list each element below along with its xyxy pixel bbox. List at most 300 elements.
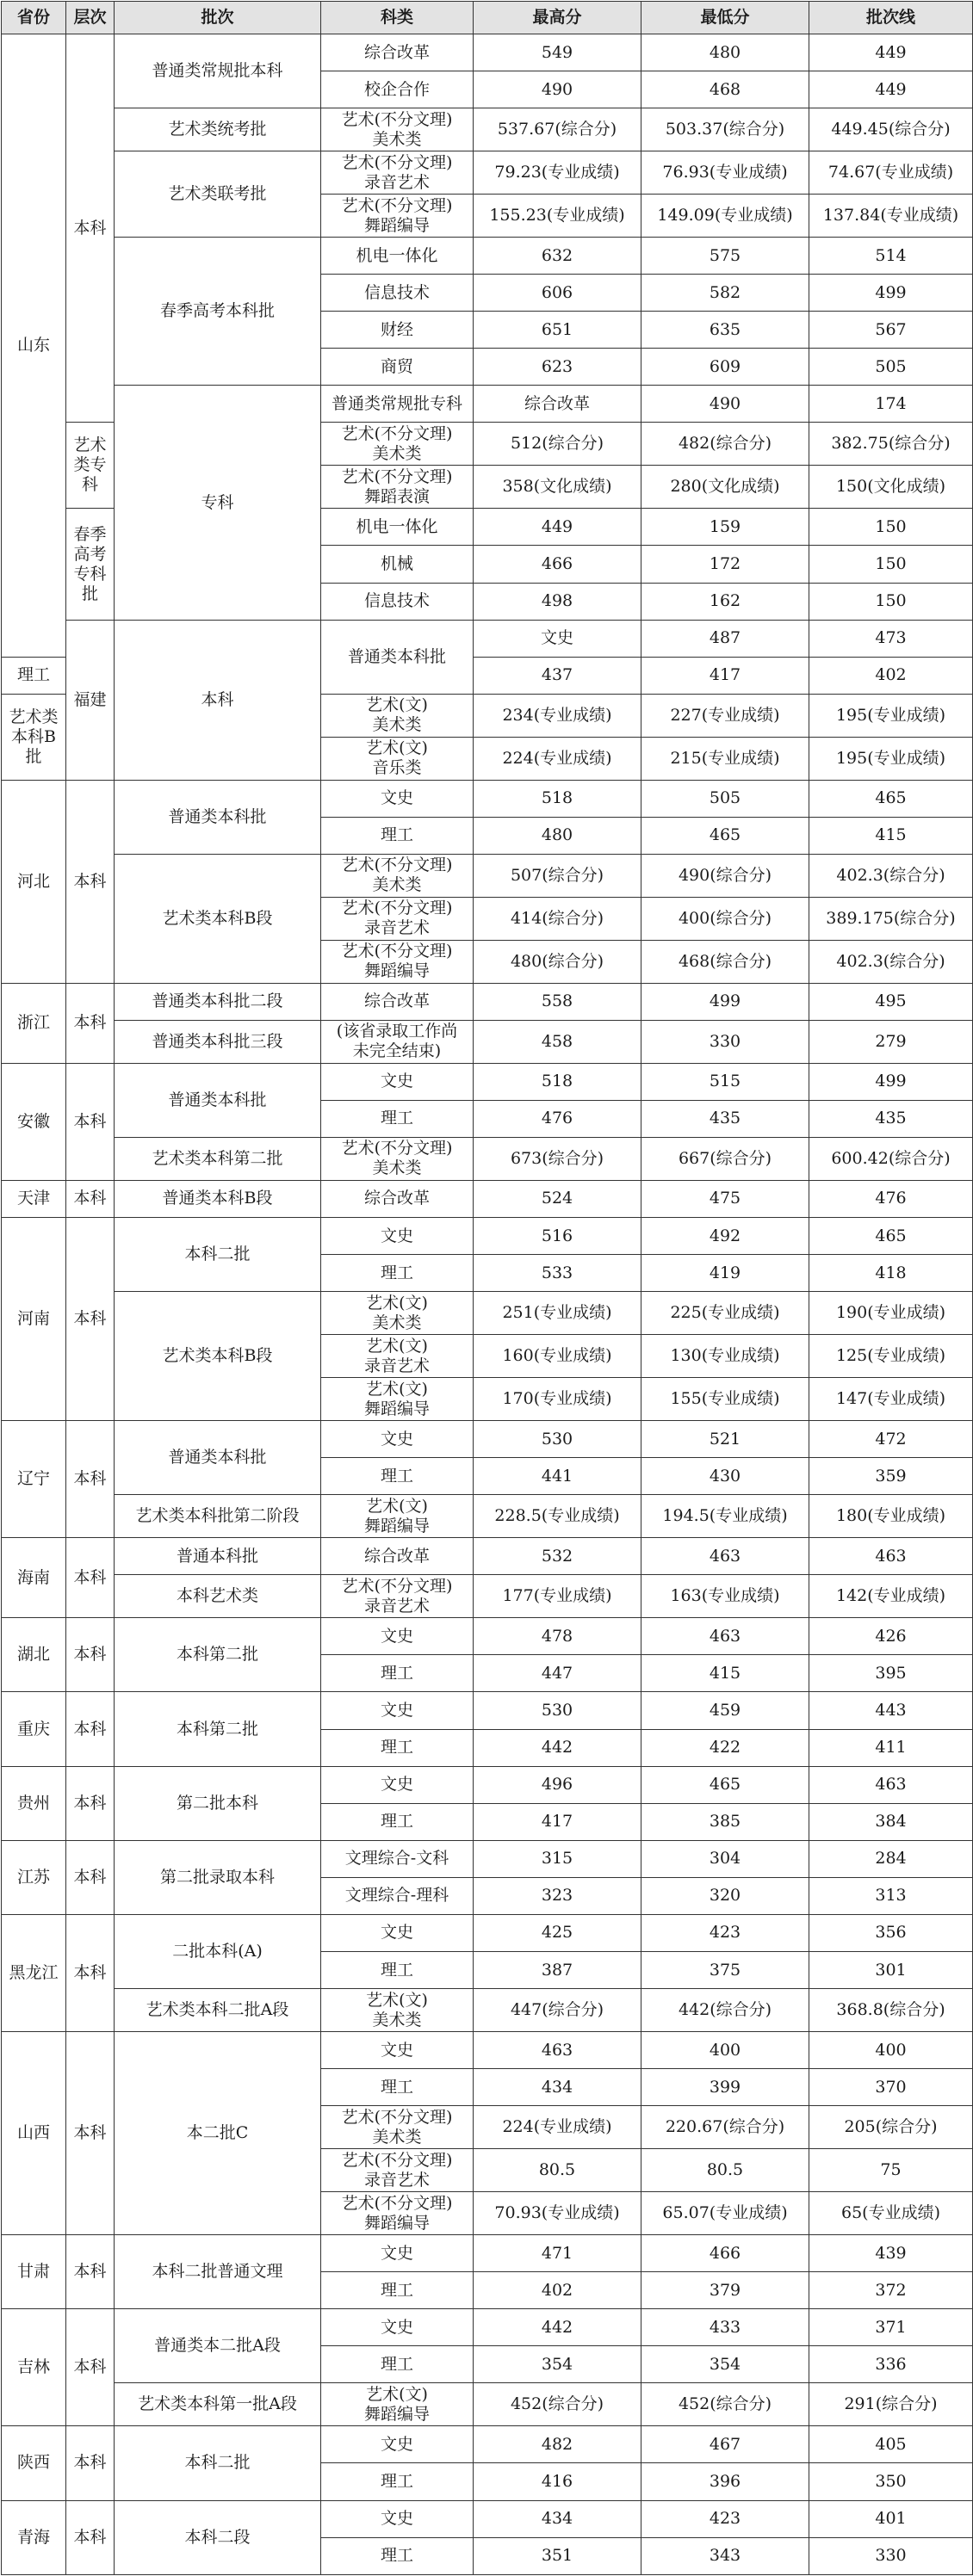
table-row: [2, 983, 973, 1020]
batch-line-cell: 330: [809, 2537, 973, 2574]
min-score-cell: 465: [641, 1766, 809, 1803]
max-score-cell: 471: [474, 2235, 641, 2272]
category-cell: 艺术(不分文理) 美术类: [321, 108, 474, 151]
max-score-cell: 524: [474, 1180, 641, 1217]
table-row: [2, 108, 973, 151]
batch-line-cell: 65(专业成绩): [809, 2192, 973, 2235]
batch-line-cell: 336: [809, 2346, 973, 2383]
category-cell: 文史: [321, 1692, 474, 1729]
table-row: [2, 34, 973, 71]
max-score-cell: 417: [474, 1803, 641, 1840]
batch-line-cell: 415: [809, 817, 973, 854]
header-province: 省份: [2, 2, 66, 34]
category-cell: 文史: [321, 1421, 474, 1458]
province-cell: 陕西: [2, 2426, 66, 2500]
min-score-cell: 419: [641, 1255, 809, 1292]
batch-line-cell: 472: [809, 1421, 973, 1458]
category-cell: 文史: [321, 780, 474, 817]
batch-line-cell: 402.3(综合分): [809, 854, 973, 897]
table-row: [2, 1137, 973, 1180]
batch-line-cell: 418: [809, 1255, 973, 1292]
province-cell: 青海: [2, 2500, 66, 2574]
header-batch-line: 批次线: [809, 2, 973, 34]
min-score-cell: 400: [641, 2032, 809, 2069]
batch-line-cell: 449: [809, 34, 973, 71]
max-score-cell: 447(综合分): [474, 1989, 641, 2032]
batch-cell: 普通类本科批二段: [115, 983, 321, 1020]
min-score-cell: 304: [641, 1840, 809, 1877]
max-score-cell: 224(专业成绩): [474, 737, 641, 780]
category-cell: 艺术(不分文理) 美术类: [321, 423, 474, 466]
min-score-cell: 423: [641, 1914, 809, 1951]
batch-line-cell: 465: [809, 1218, 973, 1255]
min-score-cell: 499: [641, 983, 809, 1020]
category-cell: 机械: [321, 546, 474, 583]
header-batch: 批次: [115, 2, 321, 34]
level-cell: 专科: [115, 386, 321, 620]
max-score-cell: 234(专业成绩): [474, 694, 641, 737]
batch-line-cell: 499: [809, 275, 973, 312]
max-score-cell: 170(专业成绩): [474, 1378, 641, 1421]
min-score-cell: 227(专业成绩): [641, 694, 809, 737]
province-cell: 安徽: [2, 1063, 66, 1180]
max-score-cell: 441: [474, 1458, 641, 1495]
batch-line-cell: 359: [809, 1458, 973, 1495]
batch-cell: 二批本科(A): [115, 1914, 321, 1988]
max-score-cell: 623: [474, 349, 641, 386]
max-score-cell: 228.5(专业成绩): [474, 1495, 641, 1538]
batch-line-cell: 389.175(综合分): [809, 897, 973, 940]
table-row: [2, 1495, 973, 1538]
max-score-cell: 80.5: [474, 2149, 641, 2192]
batch-line-cell: 150: [809, 546, 973, 583]
table-row: [2, 1989, 973, 2032]
level-cell: 本科: [66, 34, 115, 423]
province-cell: 海南: [2, 1538, 66, 1618]
batch-line-cell: 195(专业成绩): [809, 694, 973, 737]
category-cell: 艺术(不分文理) 美术类: [321, 1137, 474, 1180]
max-score-cell: 480(综合分): [474, 940, 641, 983]
max-score-cell: 449: [474, 509, 641, 546]
header-row: [2, 2, 973, 34]
min-score-cell: 459: [641, 1692, 809, 1729]
max-score-cell: 351: [474, 2537, 641, 2574]
category-cell: 艺术(不分文理) 录音艺术: [321, 151, 474, 195]
category-cell: 艺术(文) 舞蹈编导: [321, 1378, 474, 1421]
table-row: [2, 1692, 973, 1729]
table-row: [2, 2426, 973, 2463]
category-cell: 文史: [321, 1914, 474, 1951]
min-score-cell: 155(专业成绩): [641, 1378, 809, 1421]
min-score-cell: 162: [641, 583, 809, 620]
max-score-cell: 155.23(专业成绩): [474, 195, 641, 238]
batch-line-cell: 205(综合分): [809, 2106, 973, 2149]
province-cell: 甘肃: [2, 2235, 66, 2309]
batch-cell: 第二批本科: [115, 1766, 321, 1840]
min-score-cell: 330: [641, 1020, 809, 1063]
batch-cell: 艺术类专科: [66, 423, 115, 509]
province-cell: 江苏: [2, 1840, 66, 1914]
batch-cell: 本科艺术类: [115, 1575, 321, 1618]
batch-line-cell: 284: [809, 1840, 973, 1877]
batch-line-cell: 443: [809, 1692, 973, 1729]
batch-cell: 普通类本科批三段: [115, 1020, 321, 1063]
category-cell: 艺术(文) 舞蹈编导: [321, 2383, 474, 2426]
province-cell: 浙江: [2, 983, 66, 1063]
category-cell: 理工: [321, 817, 474, 854]
category-cell: 文史: [321, 2426, 474, 2463]
min-score-cell: 492: [641, 1218, 809, 1255]
category-cell: 理工: [321, 1255, 474, 1292]
batch-line-cell: 356: [809, 1914, 973, 1951]
level-cell: 本科: [66, 1692, 115, 1766]
batch-cell: 本科第二批: [115, 1692, 321, 1766]
table-row: [2, 151, 973, 195]
province-cell: 重庆: [2, 1692, 66, 1766]
batch-cell: 普通类本科B段: [115, 1180, 321, 1217]
batch-line-cell: 463: [809, 1538, 973, 1575]
table-row: [2, 1914, 973, 1951]
category-cell: 艺术(不分文理) 舞蹈编导: [321, 940, 474, 983]
category-cell: 理工: [321, 2346, 474, 2383]
max-score-cell: 558: [474, 983, 641, 1020]
category-cell: 校企合作: [321, 71, 474, 108]
level-cell: 本科: [66, 1914, 115, 2031]
max-score-cell: 478: [474, 1618, 641, 1655]
min-score-cell: 423: [641, 2500, 809, 2537]
batch-line-cell: 137.84(专业成绩): [809, 195, 973, 238]
table-row: [2, 1840, 973, 1877]
category-cell: 文史: [321, 2500, 474, 2537]
level-cell: 本科: [66, 1180, 115, 1217]
batch-cell: 艺术类本科B段: [115, 854, 321, 983]
batch-cell: 本科第二批: [115, 1618, 321, 1692]
category-cell: 文史: [321, 2032, 474, 2069]
batch-cell: 本科二批: [115, 1218, 321, 1292]
category-cell: 综合改革: [321, 1538, 474, 1575]
batch-line-cell: 514: [809, 238, 973, 275]
category-cell: 商贸: [321, 349, 474, 386]
category-cell: 文理综合-文科: [321, 1840, 474, 1877]
level-cell: 本科: [66, 2500, 115, 2574]
max-score-cell: 416: [474, 2463, 641, 2500]
category-cell: 综合改革: [474, 386, 641, 423]
max-score-cell: 463: [474, 2032, 641, 2069]
batch-line-cell: 195(专业成绩): [809, 737, 973, 780]
header-max-score: 最高分: [474, 2, 641, 34]
province-cell: 湖北: [2, 1618, 66, 1692]
batch-cell: 艺术类本科批第二阶段: [115, 1495, 321, 1538]
category-cell: 艺术(不分文理) 录音艺术: [321, 1575, 474, 1618]
batch-line-cell: 395: [809, 1655, 973, 1692]
level-cell: 本科: [66, 1766, 115, 1840]
min-score-cell: 149.09(专业成绩): [641, 195, 809, 238]
category-cell: 艺术(不分文理) 录音艺术: [321, 897, 474, 940]
min-score-cell: 467: [641, 2426, 809, 2463]
min-score-cell: 442(综合分): [641, 1989, 809, 2032]
batch-line-cell: 600.42(综合分): [809, 1137, 973, 1180]
category-cell: 理工: [321, 1655, 474, 1692]
category-cell: 综合改革: [321, 983, 474, 1020]
min-score-cell: 320: [641, 1877, 809, 1914]
max-score-cell: 425: [474, 1914, 641, 1951]
category-cell: 综合改革: [321, 34, 474, 71]
min-score-cell: 468(综合分): [641, 940, 809, 983]
batch-cell: 艺术类统考批: [115, 108, 321, 151]
table-row: [2, 2235, 973, 2272]
batch-line-cell: 402: [809, 657, 973, 694]
batch-line-cell: 74.67(专业成绩): [809, 151, 973, 195]
max-score-cell: 402: [474, 2272, 641, 2309]
category-cell: 机电一体化: [321, 509, 474, 546]
batch-line-cell: 125(专业成绩): [809, 1335, 973, 1378]
level-cell: 本科: [66, 983, 115, 1063]
min-score-cell: 582: [641, 275, 809, 312]
min-score-cell: 505: [641, 780, 809, 817]
batch-line-cell: 150(文化成绩): [809, 466, 973, 509]
category-cell: 理工: [321, 2069, 474, 2106]
max-score-cell: 434: [474, 2069, 641, 2106]
category-cell: 理工: [321, 1458, 474, 1495]
max-score-cell: 466: [474, 546, 641, 583]
level-cell: 本科: [66, 2032, 115, 2235]
batch-line-cell: 400: [809, 2032, 973, 2069]
batch-line-cell: 449.45(综合分): [809, 108, 973, 151]
header-level: 层次: [66, 2, 115, 34]
max-score-cell: 673(综合分): [474, 1137, 641, 1180]
min-score-cell: 130(专业成绩): [641, 1335, 809, 1378]
category-cell: 理工: [321, 1729, 474, 1766]
category-cell: 艺术(不分文理) 美术类: [321, 854, 474, 897]
batch-line-cell: 301: [809, 1951, 973, 1988]
table-row: [2, 2383, 973, 2426]
batch-line-cell: 499: [809, 1063, 973, 1100]
header-category: 科类: [321, 2, 474, 34]
max-score-cell: 323: [474, 1877, 641, 1914]
category-cell: 综合改革: [321, 1180, 474, 1217]
category-cell: 艺术(不分文理) 舞蹈表演: [321, 466, 474, 509]
batch-cell: 艺术类联考批: [115, 151, 321, 238]
level-cell: 本科: [66, 1840, 115, 1914]
min-score-cell: 65.07(专业成绩): [641, 2192, 809, 2235]
min-score-cell: 220.67(综合分): [641, 2106, 809, 2149]
batch-line-cell: 190(专业成绩): [809, 1292, 973, 1335]
min-score-cell: 415: [641, 1655, 809, 1692]
min-score-cell: 417: [641, 657, 809, 694]
table-row: [2, 2500, 973, 2537]
max-score-cell: 452(综合分): [474, 2383, 641, 2426]
min-score-cell: 400(综合分): [641, 897, 809, 940]
batch-line-cell: 368.8(综合分): [809, 1989, 973, 2032]
category-cell: 文史: [321, 1766, 474, 1803]
min-score-cell: 385: [641, 1803, 809, 1840]
category-cell: 理工: [321, 1100, 474, 1137]
batch-line-cell: 150: [809, 583, 973, 620]
batch-cell: 本科二段: [115, 2500, 321, 2574]
batch-line-cell: 142(专业成绩): [809, 1575, 973, 1618]
min-score-cell: 174: [809, 386, 973, 423]
min-score-cell: 515: [641, 1063, 809, 1100]
level-cell: 本科: [115, 620, 321, 780]
min-score-cell: 76.93(专业成绩): [641, 151, 809, 195]
max-score-cell: 512(综合分): [474, 423, 641, 466]
batch-cell: 春季高考专科批: [66, 509, 115, 620]
category-cell: 信息技术: [321, 275, 474, 312]
category-cell: 理工: [321, 1951, 474, 1988]
batch-cell: 本科二批: [115, 2426, 321, 2500]
batch-line-cell: 402.3(综合分): [809, 940, 973, 983]
batch-cell: 艺术类本科第二批: [115, 1137, 321, 1180]
batch-cell: 本二批C: [115, 2032, 321, 2235]
category-cell: 文史: [321, 1063, 474, 1100]
table-row: [2, 1180, 973, 1217]
category-cell: 机电一体化: [321, 238, 474, 275]
category-cell: 艺术(文) 音乐类: [321, 737, 474, 780]
batch-line-cell: 313: [809, 1877, 973, 1914]
batch-line-cell: 505: [809, 349, 973, 386]
max-score-cell: 251(专业成绩): [474, 1292, 641, 1335]
batch-cell: 艺术类本科第一批A段: [115, 2383, 321, 2426]
batch-line-cell: 279: [809, 1020, 973, 1063]
min-score-cell: 379: [641, 2272, 809, 2309]
min-score-cell: 354: [641, 2346, 809, 2383]
table-body: [2, 34, 973, 2575]
batch-line-cell: 150: [809, 509, 973, 546]
max-score-cell: 482: [474, 2426, 641, 2463]
min-score-cell: 430: [641, 1458, 809, 1495]
level-cell: 本科: [66, 780, 115, 983]
max-score-cell: 490: [641, 386, 809, 423]
min-score-cell: 466: [641, 2235, 809, 2272]
province-cell: 贵州: [2, 1766, 66, 1840]
category-cell: 理工: [2, 657, 66, 694]
batch-line-cell: 465: [809, 780, 973, 817]
min-score-cell: 521: [641, 1421, 809, 1458]
max-score-cell: 414(综合分): [474, 897, 641, 940]
category-cell: 文理综合-理科: [321, 1877, 474, 1914]
max-score-cell: 358(文化成绩): [474, 466, 641, 509]
category-cell: 艺术(不分文理) 录音艺术: [321, 2149, 474, 2192]
max-score-cell: 537.67(综合分): [474, 108, 641, 151]
category-cell: 理工: [321, 2537, 474, 2574]
table-row: [2, 780, 973, 817]
max-score-cell: 530: [474, 1421, 641, 1458]
min-score-cell: 452(综合分): [641, 2383, 809, 2426]
max-score-cell: 476: [474, 1100, 641, 1137]
category-cell: 信息技术: [321, 583, 474, 620]
category-cell: 艺术(文) 美术类: [321, 1292, 474, 1335]
min-score-cell: 194.5(专业成绩): [641, 1495, 809, 1538]
table-row: [2, 1766, 973, 1803]
min-score-cell: 433: [641, 2309, 809, 2346]
min-score-cell: 609: [641, 349, 809, 386]
batch-cell: 普通类本二批A段: [115, 2309, 321, 2383]
category-cell: 文史: [321, 2235, 474, 2272]
table-row: [2, 1292, 973, 1335]
batch-cell: 普通类本科批: [115, 1421, 321, 1495]
batch-line-cell: 75: [809, 2149, 973, 2192]
category-cell: 艺术(不分文理) 美术类: [321, 2106, 474, 2149]
batch-line-cell: 401: [809, 2500, 973, 2537]
max-score-cell: 315: [474, 1840, 641, 1877]
level-cell: 本科: [66, 1063, 115, 1180]
category-cell: 理工: [321, 2272, 474, 2309]
max-score-cell: 530: [474, 1692, 641, 1729]
max-score-cell: 533: [474, 1255, 641, 1292]
batch-cell: 艺术类本科二批A段: [115, 1989, 321, 2032]
admission-score-table: [1, 1, 973, 2575]
level-cell: 本科: [66, 1538, 115, 1618]
batch-line-cell: 180(专业成绩): [809, 1495, 973, 1538]
min-score-cell: 475: [641, 1180, 809, 1217]
batch-line-cell: 411: [809, 1729, 973, 1766]
max-score-cell: 507(综合分): [474, 854, 641, 897]
table-row: [2, 386, 973, 423]
batch-cell: 普通本科批: [115, 1538, 321, 1575]
batch-cell: 普通类常规批专科: [321, 386, 474, 423]
max-score-cell: 532: [474, 1538, 641, 1575]
batch-cell: 艺术类本科B批: [2, 694, 66, 780]
category-cell: 文史: [321, 2309, 474, 2346]
min-score-cell: 159: [641, 509, 809, 546]
batch-line-cell: 476: [809, 1180, 973, 1217]
min-score-cell: 635: [641, 312, 809, 349]
table-row: [2, 2309, 973, 2346]
batch-line-cell: 370: [809, 2069, 973, 2106]
max-score-cell: 496: [474, 1766, 641, 1803]
max-score-cell: 177(专业成绩): [474, 1575, 641, 1618]
batch-cell: 普通类本科批: [115, 780, 321, 854]
batch-cell: 普通类常规批本科: [115, 34, 321, 108]
category-cell: 艺术(文) 美术类: [321, 1989, 474, 2032]
min-score-cell: 422: [641, 1729, 809, 1766]
table-row: [2, 1063, 973, 1100]
table-row: [2, 1618, 973, 1655]
batch-cell: 普通类本科批: [115, 1063, 321, 1137]
max-score-cell: 518: [474, 780, 641, 817]
max-score-cell: 498: [474, 583, 641, 620]
batch-cell: 春季高考本科批: [115, 238, 321, 386]
min-score-cell: 80.5: [641, 2149, 809, 2192]
province-cell: 吉林: [2, 2309, 66, 2426]
province-cell: 河北: [2, 780, 66, 983]
min-score-cell: 473: [809, 620, 973, 657]
table-row: [2, 2032, 973, 2069]
min-score-cell: 343: [641, 2537, 809, 2574]
max-score-cell: 651: [474, 312, 641, 349]
category-cell: 艺术(不分文理) 舞蹈编导: [321, 195, 474, 238]
batch-line-cell: 291(综合分): [809, 2383, 973, 2426]
min-score-cell: 225(专业成绩): [641, 1292, 809, 1335]
max-score-cell: 79.23(专业成绩): [474, 151, 641, 195]
level-cell: 本科: [66, 1618, 115, 1692]
batch-cell: 艺术类本科B段: [115, 1292, 321, 1421]
batch-line-cell: 426: [809, 1618, 973, 1655]
batch-line-cell: 350: [809, 2463, 973, 2500]
table-row: [2, 1020, 973, 1063]
province-cell: 山东: [2, 34, 66, 658]
min-score-cell: 163(专业成绩): [641, 1575, 809, 1618]
max-score-cell: 458: [474, 1020, 641, 1063]
category-cell: 文史: [474, 620, 641, 657]
batch-line-cell: 372: [809, 2272, 973, 2309]
min-score-cell: 465: [641, 817, 809, 854]
category-cell: 文史: [321, 1618, 474, 1655]
table-row: [2, 1421, 973, 1458]
batch-line-cell: 435: [809, 1100, 973, 1137]
batch-line-cell: 495: [809, 983, 973, 1020]
category-cell: (该省录取工作尚 未完全结束): [321, 1020, 474, 1063]
